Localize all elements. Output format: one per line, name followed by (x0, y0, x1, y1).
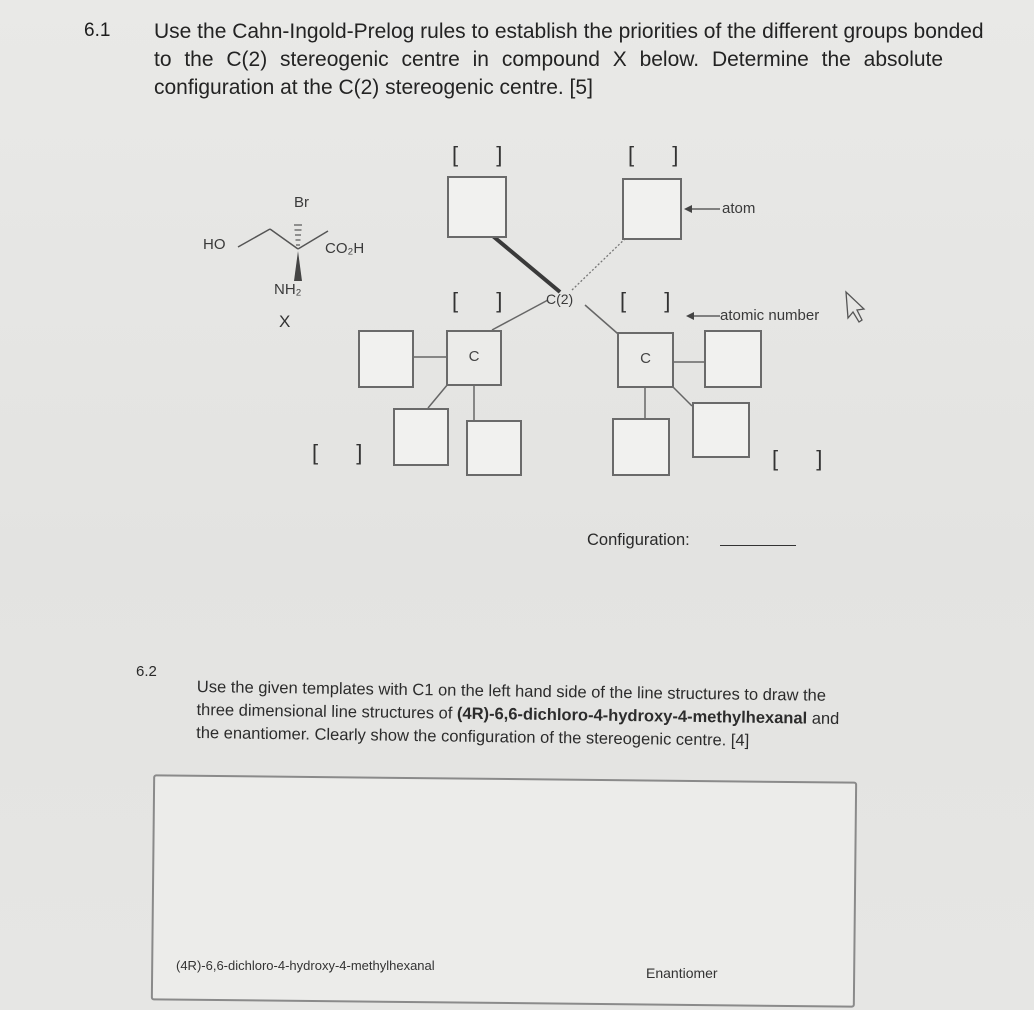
configuration-label: Configuration: (587, 531, 690, 549)
carbon-box-right: C (617, 332, 674, 388)
bracket-bottom-left: [ ] (312, 440, 379, 465)
question-6-2-line-2-suffix: and (807, 709, 840, 728)
question-6-1-line-3: configuration at the C(2) stereogenic centre. [5] (154, 76, 593, 99)
question-number-6-1: 6.1 (84, 20, 111, 41)
answer-box-right-c-down[interactable] (612, 418, 670, 476)
atom-arrow-head (684, 205, 692, 213)
answer-box-top-right-atom[interactable] (622, 178, 682, 240)
right-c-bond-down-right (672, 386, 692, 406)
nh2-label: NH₂ (274, 281, 302, 298)
atomic-number-arrow-head (686, 312, 694, 320)
bracket-middle-left: [ ] (452, 288, 519, 313)
bracket-top-right: [ ] (628, 142, 695, 167)
question-6-2-line-2-prefix: three dimensional line structures of (196, 700, 458, 723)
answer-box-left-c-down[interactable] (466, 420, 522, 476)
template-caption-right: Enantiomer (646, 965, 718, 981)
question-6-2-line-3: the enantiomer. Clearly show the configuration of the stereogenic centre. [4] (196, 723, 750, 750)
question-6-2-compound-name: (4R)-6,6-dichloro-4-hydroxy-4-methylhexanal (456, 704, 808, 728)
answer-box-left-c-left[interactable] (358, 330, 414, 388)
answer-box-top-left-atom[interactable] (447, 176, 507, 238)
compound-label-x: X (279, 312, 291, 331)
mouse-cursor-icon (846, 292, 864, 322)
question-6-1-line-2: to the C(2) stereogenic centre in compound X below. Determine the absolute (154, 48, 944, 71)
hashed-bond-top-right (572, 234, 630, 290)
bracket-middle-right: [ ] (620, 288, 687, 313)
ho-label: HO (203, 236, 226, 253)
bracket-top-left: [ ] (452, 142, 519, 167)
question-number-6-2: 6.2 (136, 663, 157, 680)
left-c-bond-down-left (428, 384, 448, 408)
answer-box-right-c-down-right[interactable] (692, 402, 750, 458)
configuration-answer-line[interactable] (720, 545, 796, 546)
answer-box-left-c-down-left[interactable] (393, 408, 449, 466)
co2h-label: CO₂H (325, 240, 365, 257)
question-6-2-text (196, 676, 937, 755)
template-caption-left: (4R)-6,6-dichloro-4-hydroxy-4-methylhexanal (176, 958, 435, 973)
atomic-number-label: atomic number (720, 307, 820, 324)
bracket-bottom-right: [ ] (772, 446, 839, 471)
answer-box-right-c-right[interactable] (704, 330, 762, 388)
question-6-1-line-1: Use the Cahn-Ingold-Prelog rules to establish the priorities of the different groups bonded (154, 20, 984, 43)
question-6-2-line-1: Use the given templates with C1 on the left hand side of the line structures to draw the (196, 677, 827, 705)
atom-label: atom (722, 200, 756, 217)
c2-center-label: C(2) (546, 291, 574, 307)
carbon-box-left: C (446, 330, 502, 386)
wedge-bond-top-left (488, 232, 560, 292)
br-label: Br (294, 194, 309, 211)
